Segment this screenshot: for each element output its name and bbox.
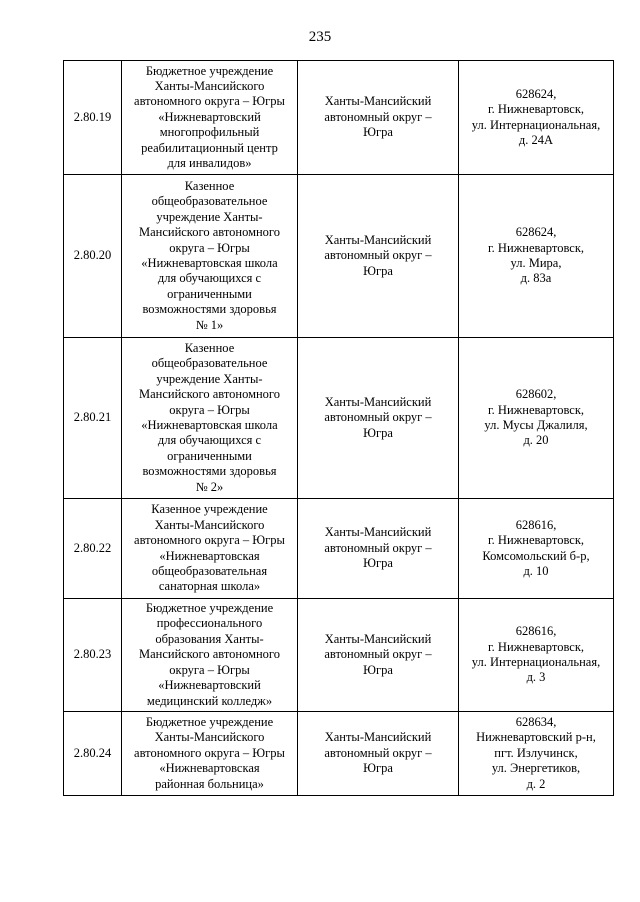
table-row (64, 599, 614, 712)
row-number: 2.80.21 (64, 338, 122, 499)
organization-name: Бюджетное учреждение профессионального образования Ханты- Мансийского автономного округа – Югры «Нижневартовский медицинский колледж» (122, 599, 298, 712)
page-number: 235 (308, 29, 332, 45)
table-row (64, 499, 614, 599)
organization-name: Казенное общеобразовательное учреждение Ханты- Мансийского автономного округа – Югры «Нижневартовская школа для обучающихся с ограниченными возможностями здоровья № 2» (122, 338, 298, 499)
address: 628634, Нижневартовский р-н, пгт. Излучинск, ул. Энергетиков, д. 2 (459, 712, 614, 796)
registry-table (63, 60, 614, 796)
row-number: 2.80.22 (64, 499, 122, 599)
table-row (64, 338, 614, 499)
organization-name: Бюджетное учреждение Ханты-Мансийского автономного округа – Югры «Нижневартовская районная больница» (122, 712, 298, 796)
row-number: 2.80.23 (64, 599, 122, 712)
address: 628602, г. Нижневартовск, ул. Мусы Джалиля, д. 20 (459, 338, 614, 499)
region: Ханты-Мансийский автономный округ – Югра (298, 712, 459, 796)
organization-name: Бюджетное учреждение Ханты-Мансийского автономного округа – Югры «Нижневартовский многопрофильный реабилитационный центр для инвалидов» (122, 61, 298, 175)
region: Ханты-Мансийский автономный округ – Югра (298, 599, 459, 712)
organization-name: Казенное общеобразовательное учреждение Ханты- Мансийского автономного округа – Югры «Нижневартовская школа для обучающихся с ограниченными возможностями здоровья № 1» (122, 175, 298, 338)
address: 628616, г. Нижневартовск, Комсомольский б-р, д. 10 (459, 499, 614, 599)
address: 628624, г. Нижневартовск, ул. Мира, д. 83а (459, 175, 614, 338)
organization-name: Казенное учреждение Ханты-Мансийского автономного округа – Югры «Нижневартовская общеобразовательная санаторная школа» (122, 499, 298, 599)
table-row (64, 712, 614, 796)
region: Ханты-Мансийский автономный округ – Югра (298, 175, 459, 338)
address: 628624, г. Нижневартовск, ул. Интернациональная, д. 24А (459, 61, 614, 175)
region: Ханты-Мансийский автономный округ – Югра (298, 338, 459, 499)
row-number: 2.80.20 (64, 175, 122, 338)
row-number: 2.80.19 (64, 61, 122, 175)
row-number: 2.80.24 (64, 712, 122, 796)
region: Ханты-Мансийский автономный округ – Югра (298, 61, 459, 175)
address: 628616, г. Нижневартовск, ул. Интернациональная, д. 3 (459, 599, 614, 712)
table-row (64, 61, 614, 175)
table-row (64, 175, 614, 338)
region: Ханты-Мансийский автономный округ – Югра (298, 499, 459, 599)
